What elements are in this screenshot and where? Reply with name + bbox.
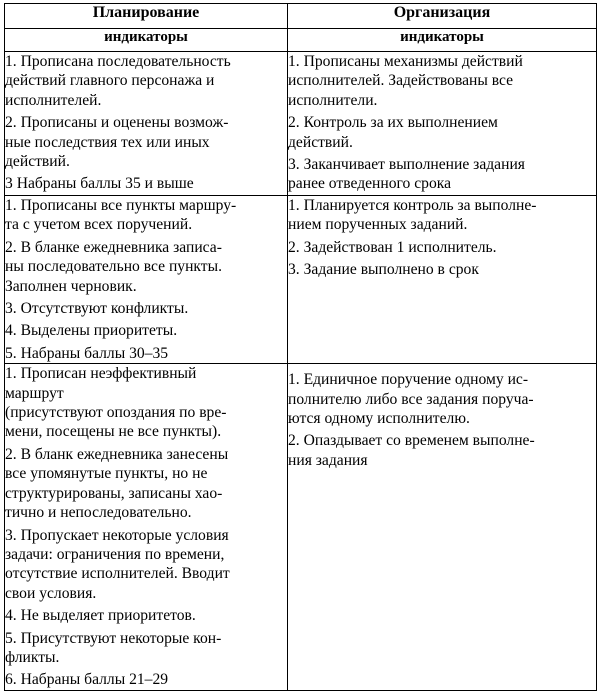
planning-cell <box>5 52 288 196</box>
table-row <box>5 196 597 364</box>
list-item: 4. Не выделяет приоритетов. <box>5 607 196 625</box>
list-item: 3. Задание выполнено в срок <box>288 261 479 279</box>
list-item: 2. Задействован 1 исполнитель. <box>288 238 497 256</box>
subheader-row <box>5 29 597 52</box>
list-item: 3. Отсутствуют конфликты. <box>5 300 189 318</box>
list-item: 1. Прописаны все пункты маршру- та с учетом всех поручений. <box>5 197 237 234</box>
header-planning: Планирование <box>5 4 288 29</box>
indicators-table <box>4 3 597 691</box>
organization-cell <box>288 364 597 691</box>
table-row <box>5 364 597 691</box>
planning-cell <box>5 364 288 691</box>
list-item: 1. Прописана последовательность действий главного персонажа и исполнителей. <box>5 53 231 109</box>
organization-cell <box>288 196 597 364</box>
header-organization: Организация <box>288 4 597 29</box>
list-item: 1. Планируется контроль за выполне- нием порученных заданий. <box>288 197 537 234</box>
list-item: 1. Прописаны механизмы действий исполнителей. Задействованы все исполнители. <box>288 53 523 109</box>
list-item: 5. Присутствуют некоторые кон- фликты. <box>5 629 222 666</box>
list-item: 1. Единичное поручение одному ис- полнителю либо все задания поруча- ются одному исполнителю. <box>288 371 534 428</box>
header-row <box>5 4 597 29</box>
subheader-planning-indicators: индикаторы <box>5 29 288 52</box>
organization-cell <box>288 52 597 196</box>
list-item: 2. Прописаны и оценены возмож- ные последствия тех или иных действий. <box>5 114 229 171</box>
list-item: 3 Набраны баллы 35 и выше <box>5 175 194 193</box>
subheader-organization-indicators: индикаторы <box>288 29 597 52</box>
list-item: 5. Набраны баллы 30–35 <box>5 344 169 362</box>
planning-cell <box>5 196 288 364</box>
list-item: 4. Выделены приоритеты. <box>5 322 178 340</box>
list-item: 2. Контроль за их выполнением действий. <box>288 114 498 151</box>
list-item: 3. Пропускает некоторые условия задачи: ограничения по времени, отсутствие исполнителей. Вводит свои условия. <box>5 526 230 602</box>
list-item: 6. Набраны баллы 21–29 <box>5 671 169 689</box>
list-item: 2. В бланк ежедневника занесены все упомянутые пункты, но не структурированы, записаны хао- тично и непоследовательно. <box>5 445 229 522</box>
list-item: 3. Заканчивает выполнение задания ранее отведенного срока <box>288 156 525 193</box>
list-item: 2. Опаздывает со временем выполне- ния задания <box>288 432 535 469</box>
list-item: 2. В бланке ежедневника записа- ны последовательно все пункты. Заполнен черновик. <box>5 238 222 295</box>
list-item: 1. Прописан неэффективный маршрут (присутствуют опоздания по вре- мени, посещены не все пункты). <box>5 365 227 441</box>
table-row <box>5 52 597 196</box>
